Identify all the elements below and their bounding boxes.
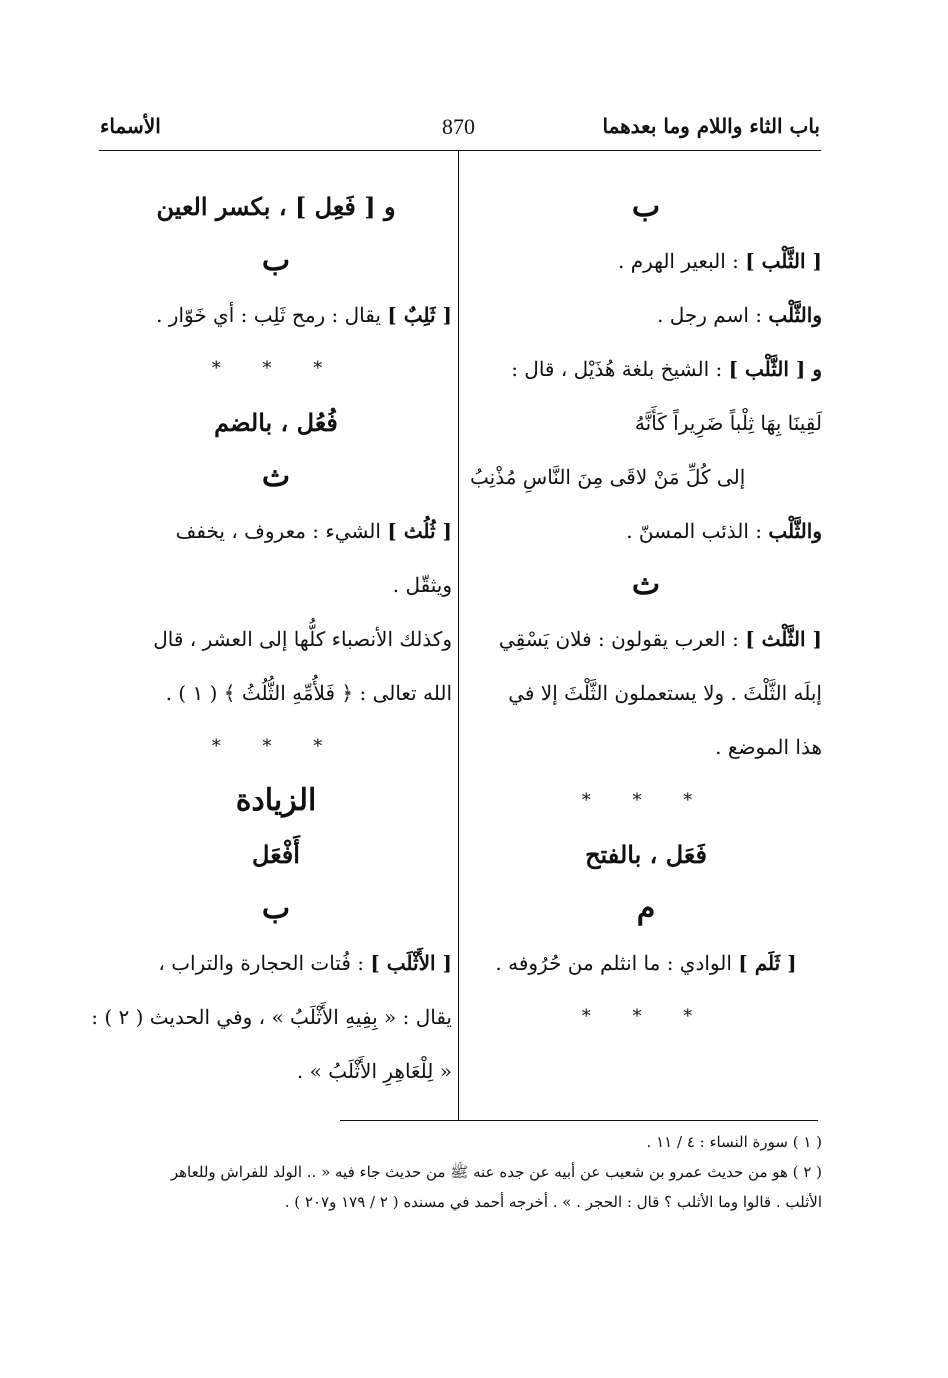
- separator-stars: * * *: [581, 1005, 711, 1027]
- entry-term: [ الأَثْلَب ]: [370, 951, 452, 975]
- running-header-right: باب الثاء واللام وما بعدهما: [602, 114, 820, 138]
- footnote-2-continued: الأثلب . قالوا وما الأثلب ؟ قال : الحجر . » . أخرجه أحمد في مسنده ( ٢ / ١٧٩ و٢٠٧ ) .: [284, 1193, 822, 1211]
- column-divider: [458, 150, 459, 1120]
- entry-line: [470, 342, 822, 396]
- entry-line: ويثقّل .: [392, 573, 452, 597]
- section-letter-ba: ب: [631, 189, 661, 224]
- entry-line: [100, 936, 452, 990]
- entry-term: [ ثَلِبٌ ]: [387, 303, 452, 327]
- entry-line: [100, 504, 452, 558]
- entry-line: الله تعالى : ﴿ فَلأُمِّهِ الثُّلُثُ ﴾ ( ١ ) .: [165, 681, 452, 705]
- right-column: [470, 180, 822, 1044]
- section-letter-mim: م: [636, 891, 656, 926]
- entry-text: يقال : رمح ثَلِب : أي خَوّار .: [156, 303, 381, 327]
- section-letter-ba: ب: [261, 243, 291, 278]
- entry-line: [470, 504, 822, 558]
- entry-term: والثَّلْب: [768, 519, 822, 543]
- entry-line: [470, 234, 822, 288]
- entry-text: : الذئب المسنّ .: [626, 519, 763, 543]
- footnote-1: ( ١ ) سورة النساء : ٤ / ١١ .: [646, 1133, 822, 1151]
- entry-line: يقال : « بِفِيهِ الأَثْلَبُ » ، وفي الحديث ( ٢ ) :: [91, 1005, 452, 1029]
- entry-text: : الشيخ بلغة هُذَيْل ، قال :: [511, 357, 723, 381]
- entry-term: و [ الثَّلْب ]: [728, 357, 822, 381]
- entry-line: [470, 936, 822, 990]
- entry-term: [ ثُلُث ]: [387, 519, 452, 543]
- separator-stars: * * *: [211, 735, 341, 757]
- section-letter-ba-2: ب: [261, 891, 291, 926]
- entry-line: إبلَه الثَّلْثَ . ولا يستعملون الثَّلْثَ إلا في: [508, 681, 822, 705]
- entry-text: : العرب يقولون : فلان يَسْقِي: [498, 627, 739, 651]
- separator-stars: * * *: [581, 789, 711, 811]
- verse-text: إلى كُلِّ مَنْ لاقَى مِنَ النَّاسِ مُذْنِبُ: [470, 465, 746, 489]
- entry-line: وكذلك الأنصباء كلُّها إلى العشر ، قال: [153, 627, 452, 651]
- running-header-left: الأسماء: [100, 114, 161, 138]
- footnote-rule: [340, 1120, 818, 1121]
- entry-line: هذا الموضع .: [715, 735, 822, 759]
- verse-line-2: [470, 450, 822, 504]
- section-heading-fath: فَعَل ، بالفتح: [585, 839, 707, 869]
- section-heading-afal: أَفْعَل: [252, 839, 300, 869]
- section-heading-kasr: و [ فَعِل ] ، بكسر العين: [156, 191, 396, 221]
- header-rule: [99, 150, 821, 151]
- entry-line: [470, 612, 822, 666]
- section-heading-ziyada: الزيادة: [235, 783, 317, 818]
- entry-term: والثَّلْب: [768, 303, 822, 327]
- entry-text: : البعير الهرم .: [617, 249, 739, 273]
- section-heading-damm: فُعُل ، بالضم: [214, 407, 338, 437]
- entry-text: : فُتات الحجارة والتراب ،: [158, 951, 364, 975]
- entry-line: [470, 288, 822, 342]
- footnotes: [100, 1130, 822, 1220]
- entry-term: [ الثَّلْث ]: [745, 627, 822, 651]
- page-number: 870: [442, 114, 475, 139]
- entry-term: [ ثَلَم ]: [738, 951, 797, 975]
- entry-text: : اسم رجل .: [657, 303, 763, 327]
- footnote-2: ( ٢ ) هو من حديث عمرو بن شعيب عن أبيه عن جده عنه ﷺ من حديث جاء فيه « .. الولد للفراش وللعاهر: [170, 1163, 822, 1181]
- left-column: [91, 180, 452, 1098]
- entry-text: الشيء : معروف ، يخفف: [175, 519, 381, 543]
- entry-line: [100, 288, 452, 342]
- separator-stars: * * *: [211, 357, 341, 379]
- section-letter-tha: ث: [631, 567, 661, 602]
- entry-text: الوادي : ما انثلم من حُرُوفه .: [495, 951, 732, 975]
- verse-line-1: لَقِينَا بِهَا ثِلْباً ضَرِيراً كَأَنَّهُ: [634, 411, 822, 435]
- entry-line: « لِلْعَاهِرِ الأَثْلَبُ » .: [296, 1059, 452, 1083]
- section-letter-tha: ث: [261, 459, 291, 494]
- entry-term: [ الثَّلْب ]: [745, 249, 822, 273]
